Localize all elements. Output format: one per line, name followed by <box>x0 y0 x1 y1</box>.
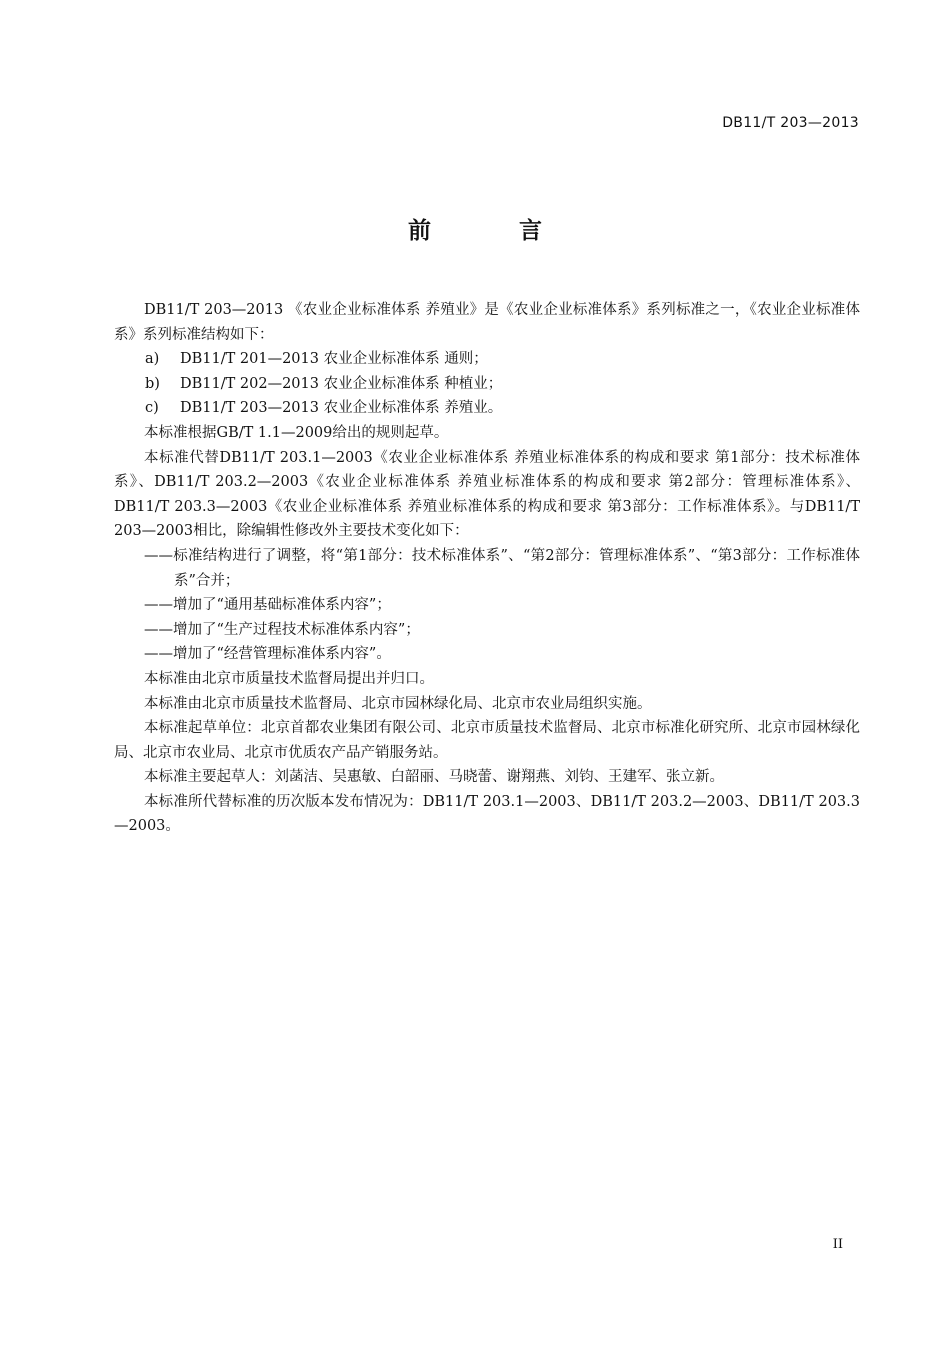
paragraph-series-intro: DB11/T 203—2013 《农业企业标准体系 养殖业》是《农业企业标准体系》系列标准之一，《农业企业标准体系》系列标准结构如下： <box>114 302 860 343</box>
list-text-c: DB11/T 203—2013 农业企业标准体系 养殖业。 <box>180 400 503 417</box>
paragraph-drafting-rules: 本标准根据GB/T 1.1—2009给出的规则起草。 <box>144 424 449 441</box>
list-mark-a: a) <box>145 351 160 368</box>
paragraph-proposed-by: 本标准由北京市质量技术监督局提出并归口。 <box>144 670 434 687</box>
list-mark-c: c) <box>145 400 159 417</box>
list-text-a: DB11/T 201—2013 农业企业标准体系 通则； <box>180 351 488 368</box>
list-item-b <box>114 372 860 397</box>
dash-item-management: ——增加了“经营管理标准体系内容”。 <box>144 646 391 663</box>
dash-item-general: ——增加了“通用基础标准体系内容”； <box>144 597 391 614</box>
list-text-b: DB11/T 202—2013 农业企业标准体系 种植业； <box>180 375 503 392</box>
foreword-body <box>114 298 860 839</box>
list-item-c <box>114 396 860 421</box>
dash-item-production: ——增加了“生产过程技术标准体系内容”； <box>144 621 420 638</box>
paragraph-replaces: 本标准代替DB11/T 203.1—2003《农业企业标准体系 养殖业标准体系的构成和要求 第1部分：技术标准体系》、DB11/T 203.2—2003《农业企业标准体系 养殖业标准体系的构成和要求 第2部分：管理标准体系》、DB11/T 203.3—2003《农业企业标准体系 养殖业标准体系的构成和要求 第3部分：工作标准体系》。与DB11/T 203—2003相比，除编辑性修改外主要技术变化如下： <box>114 449 860 540</box>
list-item-a <box>114 347 860 372</box>
page-number: II <box>832 1237 843 1252</box>
paragraph-implemented-by: 本标准由北京市质量技术监督局、北京市园林绿化局、北京市农业局组织实施。 <box>144 695 652 712</box>
list-mark-b: b) <box>145 375 160 392</box>
dash-item-structure: ——标准结构进行了调整，将“第1部分：技术标准体系”、“第2部分：管理标准体系”、“第3部分：工作标准体系”合并； <box>144 547 860 589</box>
standard-code: DB11/T 203—2013 <box>722 115 859 131</box>
paragraph-drafters: 本标准主要起草人：刘菡洁、吴惠敏、白韶丽、马晓蕾、谢翔燕、刘钧、王建军、张立新。 <box>144 769 724 786</box>
paragraph-previous-editions: 本标准所代替标准的历次版本发布情况为：DB11/T 203.1—2003、DB11/T 203.2—2003、DB11/T 203.3—2003。 <box>114 793 860 835</box>
paragraph-drafting-units: 本标准起草单位：北京首都农业集团有限公司、北京市质量技术监督局、北京市标准化研究所、北京市园林绿化局、北京市农业局、北京市优质农产品产销服务站。 <box>114 720 860 761</box>
page-title: 前 言 <box>407 218 582 244</box>
